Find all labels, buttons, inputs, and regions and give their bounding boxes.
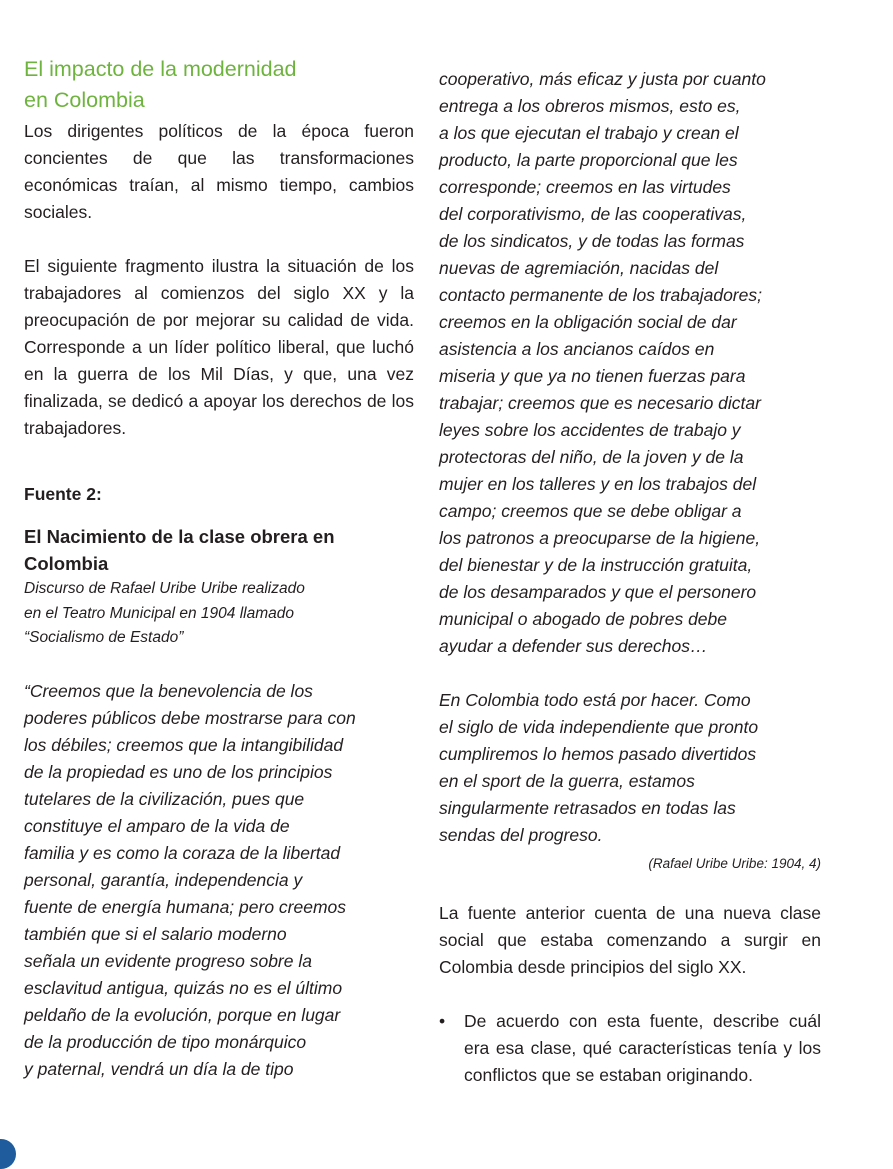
caption-line3: “Socialismo de Estado” xyxy=(24,629,184,646)
left-column xyxy=(24,54,414,1083)
caption-line2: en el Teatro Municipal en 1904 llamado xyxy=(24,604,294,622)
quote-line: a los que ejecutan el trabajo y crean el xyxy=(439,123,739,143)
closing-paragraph: La fuente anterior cuenta de una nueva clase social que estaba comenzando a surgir en Colombia desde principios del siglo XX. xyxy=(439,903,821,977)
quote-line: señala un evidente progreso sobre la xyxy=(24,950,312,971)
quote-line: personal, garantía, independencia y xyxy=(24,869,303,890)
quote-line: del corporativismo, de las cooperativas, xyxy=(439,204,747,224)
quote-line: trabajar; creemos que es necesario dictar xyxy=(439,393,761,413)
quote-line: municipal o abogado de pobres debe xyxy=(439,609,727,629)
quote-line: poderes públicos debe mostrarse para con xyxy=(24,707,356,728)
quote-line: entrega a los obreros mismos, esto es, xyxy=(439,96,741,116)
quote-right-2 xyxy=(439,687,821,849)
bullet-item xyxy=(439,1008,821,1089)
context-paragraph: El siguiente fragmento ilustra la situación de los trabajadores al comienzos del siglo XX y la preocupación de por mejorar su calidad de vida. Corresponde a un líder político liberal, que luchó en la guerra de los Mil Días, y que, una vez finalizada, se dedicó a apoyar los derechos de los trabajadores. xyxy=(24,256,414,438)
quote-line: producto, la parte proporcional que les xyxy=(439,150,738,170)
corner-decoration xyxy=(0,1139,16,1169)
quote-line: peldaño de la evolución, porque en lugar xyxy=(24,1004,341,1025)
citation: (Rafael Uribe Uribe: 1904, 4) xyxy=(648,856,821,871)
quote-line: de los sindicatos, y de todas las formas xyxy=(439,231,745,251)
quote-line: asistencia a los ancianos caídos en xyxy=(439,339,715,359)
source-title xyxy=(24,523,414,577)
intro-paragraph: Los dirigentes políticos de la época fueron concientes de que las transformaciones económicas traían, al mismo tiempo, cambios sociales. xyxy=(24,121,414,222)
quote-line: fuente de energía humana; pero creemos xyxy=(24,896,347,917)
quote-line: en el sport de la guerra, estamos xyxy=(439,771,695,791)
quote-line: cooperativo, más eficaz y justa por cuanto xyxy=(439,69,766,89)
quote-line: constituye el amparo de la vida de xyxy=(24,815,290,836)
quote-line: corresponde; creemos en las virtudes xyxy=(439,177,731,197)
caption-line1: Discurso de Rafael Uribe Uribe realizado xyxy=(24,580,305,597)
bullet-text: De acuerdo con esta fuente, describe cuál era esa clase, qué características tenía y los conflictos que se estaban originando. xyxy=(464,1011,821,1085)
quote-line: de los desamparados y que el personero xyxy=(439,582,757,602)
quote-line: creemos en la obligación social de dar xyxy=(439,312,737,332)
quote-line: el siglo de vida independiente que pronto xyxy=(439,717,759,737)
quote-line: familia y es como la coraza de la libertad xyxy=(24,842,341,863)
quote-line: y paternal, vendrá un día la de tipo xyxy=(24,1058,294,1079)
section-title xyxy=(24,54,414,116)
quote-line: los débiles; creemos que la intangibilidad xyxy=(24,734,344,755)
quote-line: nuevas de agremiación, nacidas del xyxy=(439,258,719,278)
quote-right xyxy=(439,66,821,660)
quote-line: cumpliremos lo hemos pasado divertidos xyxy=(439,744,757,764)
quote-line: campo; creemos que se debe obligar a xyxy=(439,501,742,521)
quote-line: del bienestar y de la instrucción gratuita, xyxy=(439,555,753,575)
source-title-line1: El Nacimiento de la clase obrera en xyxy=(24,526,335,547)
source-caption xyxy=(24,577,414,651)
quote-line: En Colombia todo está por hacer. Como xyxy=(439,690,751,710)
quote-line: también que si el salario moderno xyxy=(24,923,287,944)
quote-line: sendas del progreso. xyxy=(439,825,603,845)
section-title-line2: en Colombia xyxy=(24,88,145,112)
quote-line: de la producción de tipo monárquico xyxy=(24,1031,307,1052)
quote-line: singularmente retrasados en todas las xyxy=(439,798,736,818)
bullet-mark: • xyxy=(439,1011,446,1031)
right-column xyxy=(439,66,821,1089)
quote-line: leyes sobre los accidentes de trabajo y xyxy=(439,420,741,440)
quote-line: tutelares de la civilización, pues que xyxy=(24,788,305,809)
quote-line: contacto permanente de los trabajadores; xyxy=(439,285,762,305)
source-label: Fuente 2: xyxy=(24,484,102,504)
section-title-line1: El impacto de la modernidad xyxy=(24,57,297,81)
quote-line: de la propiedad es uno de los principios xyxy=(24,761,333,782)
quote-line: los patronos a preocuparse de la higiene, xyxy=(439,528,761,548)
quote-line: mujer en los talleres y en los trabajos del xyxy=(439,474,757,494)
quote-line: ayudar a defender sus derechos… xyxy=(439,636,708,656)
quote-line: esclavitud antigua, quizás no es el último xyxy=(24,977,343,998)
quote-line: protectoras del niño, de la joven y de la xyxy=(439,447,744,467)
quote-line: “Creemos que la benevolencia de los xyxy=(24,680,313,701)
source-title-line2: Colombia xyxy=(24,553,109,574)
quote-line: miseria y que ya no tienen fuerzas para xyxy=(439,366,746,386)
quote-left xyxy=(24,678,414,1083)
